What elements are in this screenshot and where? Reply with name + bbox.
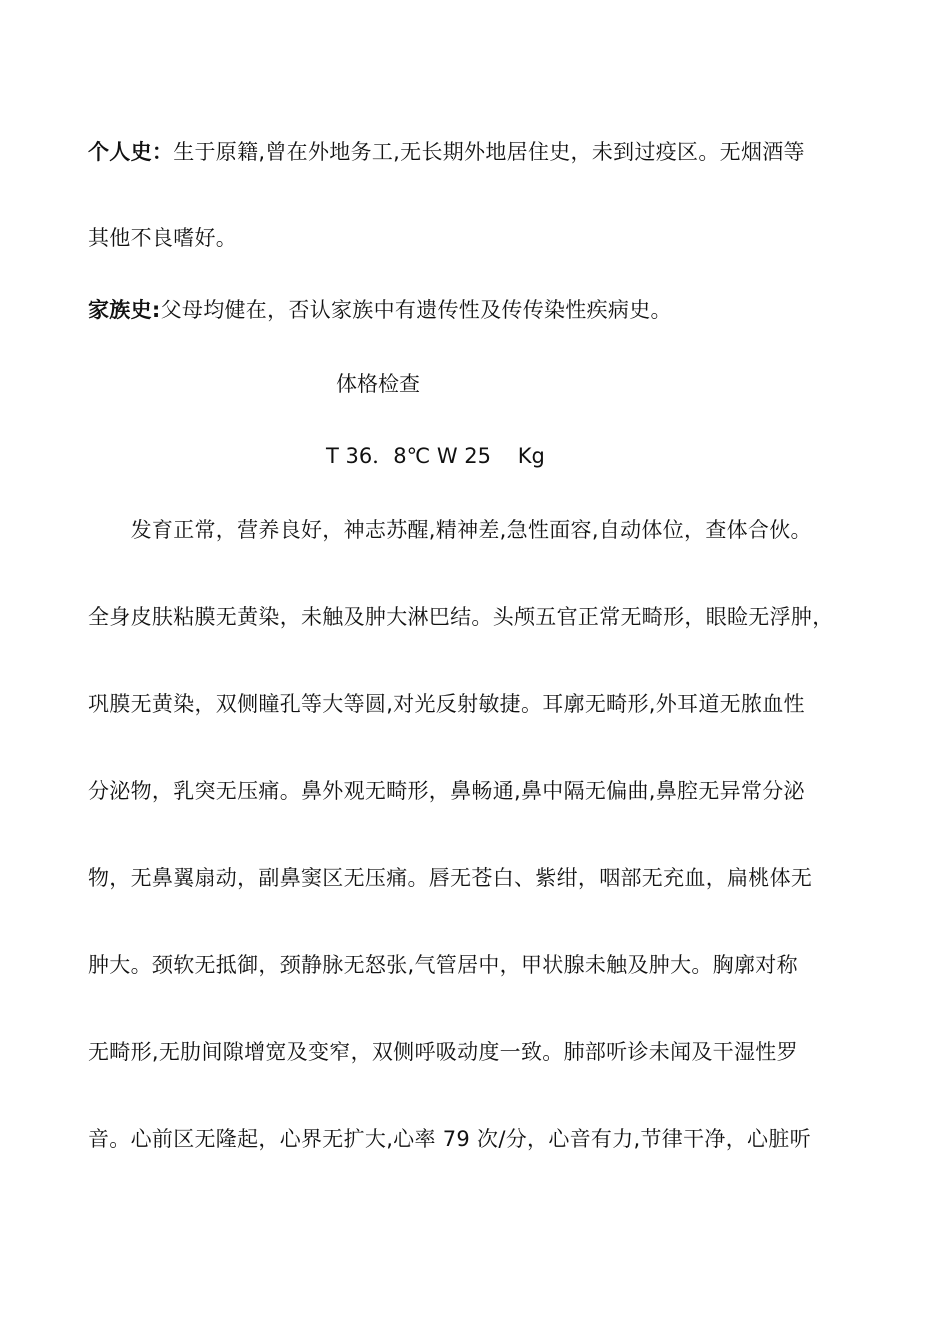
exam-line: 无畸形,无肋间隙增宽及变窄，双侧呼吸动度一致。肺部听诊未闻及干湿性罗 — [88, 1040, 798, 1064]
exam-line: 肿大。颈软无抵御，颈静脉无怒张,气管居中，甲状腺未触及肿大。胸廓对称 — [88, 953, 798, 977]
personal-history-text: 生于原籍,曾在外地务工,无长期外地居住史，未到过疫区。无烟酒等 — [173, 140, 805, 164]
vitals-line: T 36．8℃ W 25 Kg — [326, 444, 545, 468]
exam-line: 发育正常，营养良好，神志苏醒,精神差,急性面容,自动体位，查体合伙。 — [88, 518, 812, 542]
personal-history-label: 个人史： — [88, 140, 174, 164]
exam-line: 音。心前区无隆起，心界无扩大,心率 79 次/分，心音有力,节律干净，心脏听 — [88, 1127, 811, 1151]
exam-title: 体格检查 — [336, 372, 420, 396]
exam-line: 物，无鼻翼扇动，副鼻窦区无压痛。唇无苍白、紫绀，咽部无充血，扁桃体无 — [88, 866, 813, 890]
exam-line: 全身皮肤粘膜无黄染，未触及肿大淋巴结。头颅五官正常无畸形，眼睑无浮肿， — [88, 605, 834, 629]
exam-line: 分泌物，乳突无压痛。鼻外观无畸形，鼻畅通,鼻中隔无偏曲,鼻腔无异常分泌 — [88, 779, 805, 803]
exam-line: 巩膜无黄染，双侧瞳孔等大等圆,对光反射敏捷。耳廓无畸形,外耳道无脓血性 — [88, 692, 805, 716]
family-history-line — [88, 296, 672, 324]
personal-history-line-1 — [88, 138, 805, 166]
personal-history-line-2: 其他不良嗜好。 — [88, 226, 238, 250]
family-history-label: 家族史: — [88, 298, 161, 322]
family-history-text: 父母均健在，否认家族中有遗传性及传传染性疾病史。 — [160, 298, 672, 322]
